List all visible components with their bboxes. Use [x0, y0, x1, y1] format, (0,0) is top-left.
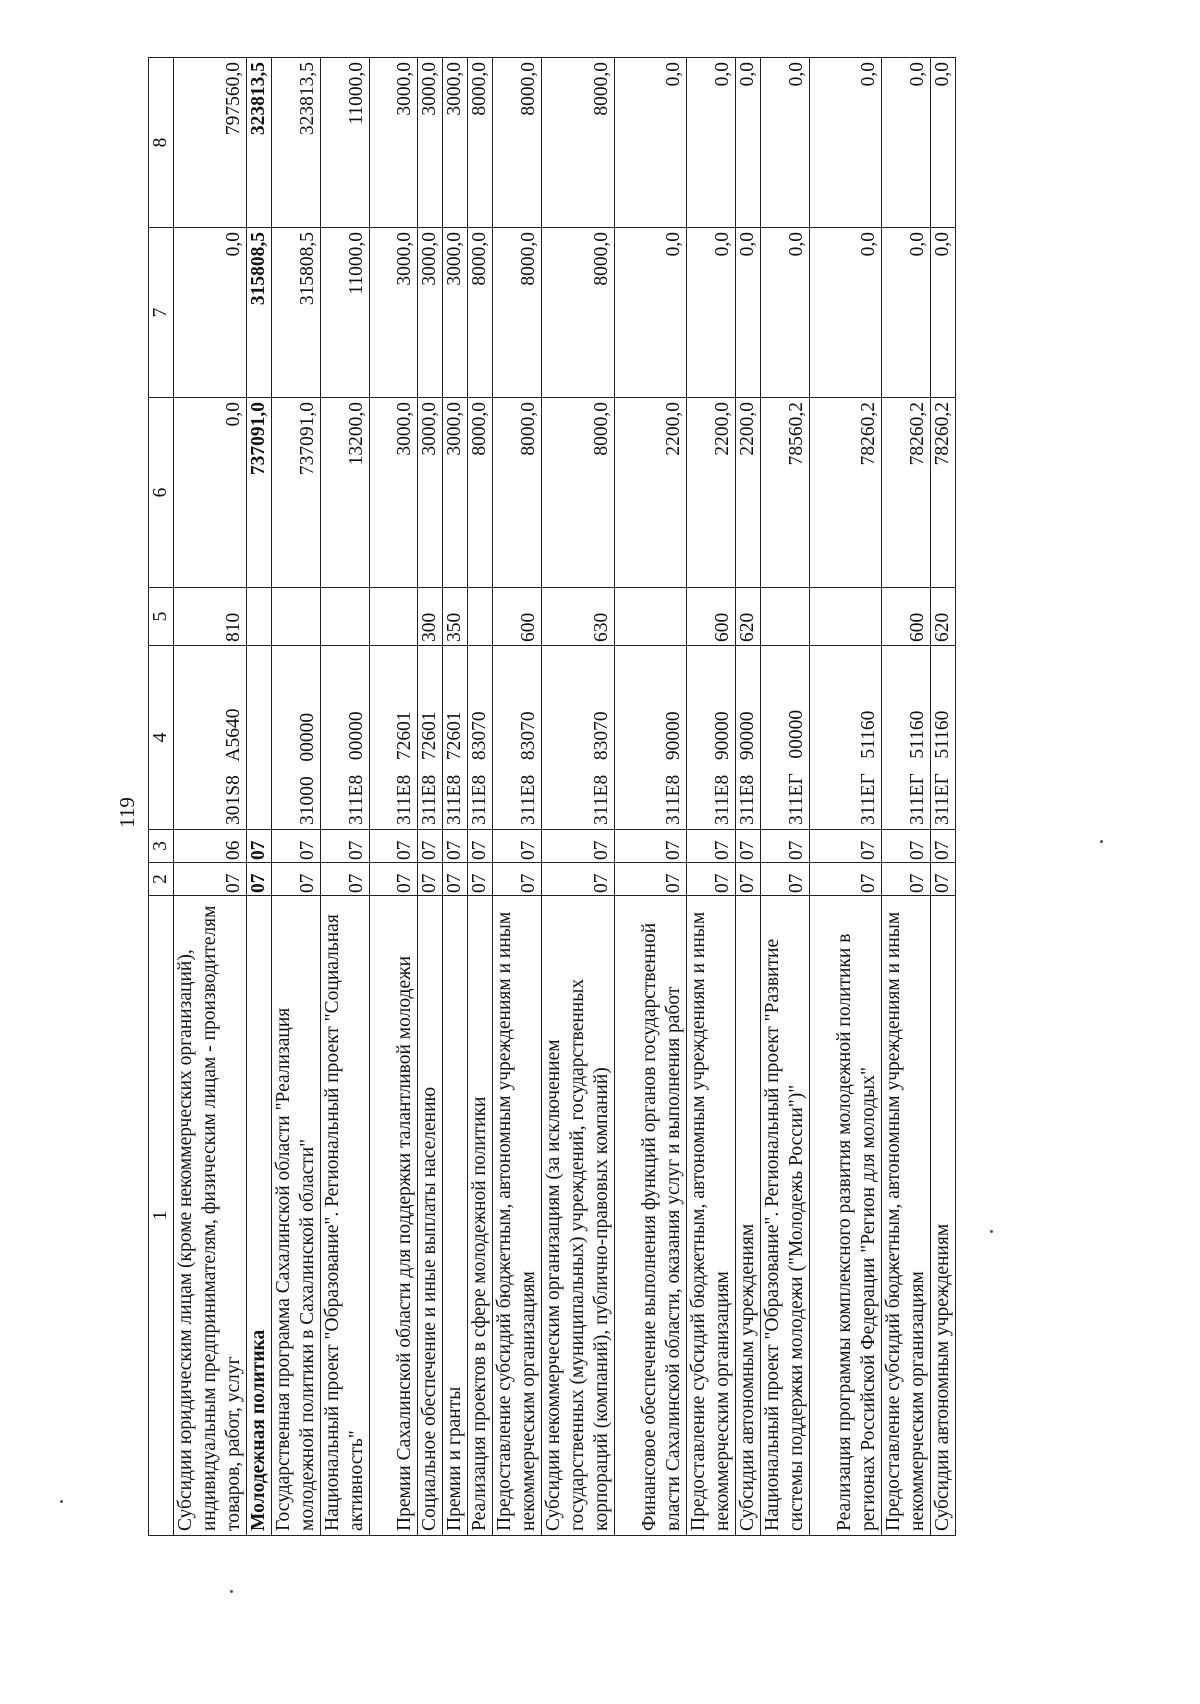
amount-col7-cell: 0,0 [810, 228, 882, 398]
amount-col8-cell: 797560,0 [174, 58, 247, 228]
row-name-cell: Субсидии автономным учреждениям [736, 896, 761, 1536]
amount-col6-cell: 2200,0 [736, 398, 761, 588]
subsection-code-cell: 07 [542, 830, 615, 863]
col-header-7: 7 [149, 228, 174, 398]
target-item-cell: 311E8 00000 [321, 646, 370, 830]
subsection-code-cell: 07 [468, 830, 493, 863]
target-item-cell: 311E8 72601 [443, 646, 468, 830]
amount-col8-cell: 0,0 [615, 58, 687, 228]
amount-col7-cell: 8000,0 [542, 228, 615, 398]
table-row [370, 58, 418, 1536]
amount-col6-cell: 78260,2 [882, 398, 931, 588]
target-item-cell: 311E8 83070 [493, 646, 542, 830]
target-item-cell: 311E8 72601 [370, 646, 418, 830]
subsection-code-cell: 07 [931, 830, 956, 863]
subsection-code-cell: 07 [687, 830, 736, 863]
table-row [761, 58, 810, 1536]
amount-col8-cell: 0,0 [810, 58, 882, 228]
amount-col8-cell: 0,0 [882, 58, 931, 228]
target-item-cell: 311ЕГ 51160 [931, 646, 956, 830]
expense-type-cell: 620 [736, 588, 761, 646]
table-row [443, 58, 468, 1536]
amount-col7-cell: 11000,0 [321, 228, 370, 398]
col-header-8: 8 [149, 58, 174, 228]
table-row [493, 58, 542, 1536]
expense-type-cell [272, 588, 321, 646]
amount-col6-cell: 8000,0 [468, 398, 493, 588]
amount-col6-cell: 78560,2 [761, 398, 810, 588]
amount-col6-cell: 3000,0 [443, 398, 468, 588]
section-code-cell: 07 [810, 863, 882, 896]
expense-type-cell [370, 588, 418, 646]
amount-col8-cell: 8000,0 [493, 58, 542, 228]
expense-type-cell [247, 588, 272, 646]
expense-type-cell [615, 588, 687, 646]
scan-speck [60, 1500, 63, 1503]
section-code-cell: 07 [418, 863, 443, 896]
amount-col8-cell: 3000,0 [370, 58, 418, 228]
target-item-cell: 311ЕГ 51160 [810, 646, 882, 830]
amount-col8-cell: 0,0 [687, 58, 736, 228]
amount-col8-cell: 323813,5 [272, 58, 321, 228]
row-name-cell: Социальное обеспечение и иные выплаты населению [418, 896, 443, 1536]
subsection-code-cell: 07 [736, 830, 761, 863]
target-item-cell: 311E8 83070 [468, 646, 493, 830]
subsection-code-cell: 07 [882, 830, 931, 863]
section-code-cell: 07 [174, 863, 247, 896]
section-code-cell: 07 [443, 863, 468, 896]
amount-col8-cell: 0,0 [761, 58, 810, 228]
row-name-cell: Субсидии некоммерческим организациям (за исключением государственных (муниципальных) учреждений, государственных корпораций (компаний), публично-правовых компаний) [542, 896, 615, 1536]
expense-type-cell [468, 588, 493, 646]
row-name-cell: Премии Сахалинской области для поддержки талантливой молодежи [370, 896, 418, 1536]
row-name-cell: Реализация программы комплексного развития молодежной политики в регионах Российской Федерации "Регион для молодых" [810, 896, 882, 1536]
amount-col7-cell: 0,0 [174, 228, 247, 398]
subsection-code-cell: 07 [810, 830, 882, 863]
section-code-cell: 07 [615, 863, 687, 896]
amount-col7-cell: 3000,0 [418, 228, 443, 398]
subsection-code-cell: 07 [615, 830, 687, 863]
amount-col7-cell: 8000,0 [468, 228, 493, 398]
amount-col8-cell: 8000,0 [468, 58, 493, 228]
subsection-code-cell: 07 [272, 830, 321, 863]
section-code-cell: 07 [468, 863, 493, 896]
row-name-cell: Национальный проект "Образование". Региональный проект "Развитие системы поддержки молодежи ("Молодежь России")" [761, 896, 810, 1536]
row-name-cell: Государственная программа Сахалинской области "Реализация молодежной политики в Сахалинской области" [272, 896, 321, 1536]
table-row [931, 58, 956, 1536]
budget-table [148, 57, 956, 1536]
amount-col7-cell: 315808,5 [247, 228, 272, 398]
expense-type-cell: 350 [443, 588, 468, 646]
target-item-cell: 301S8 A5640 [174, 646, 247, 830]
amount-col6-cell: 2200,0 [615, 398, 687, 588]
section-code-cell: 07 [931, 863, 956, 896]
amount-col8-cell: 323813,5 [247, 58, 272, 228]
expense-type-cell: 600 [882, 588, 931, 646]
col-header-2: 2 [149, 863, 174, 896]
target-item-cell: 311ЕГ 51160 [882, 646, 931, 830]
table-header-row [149, 58, 174, 1536]
scan-speck [230, 1590, 233, 1593]
amount-col6-cell: 13200,0 [321, 398, 370, 588]
amount-col6-cell: 737091,0 [247, 398, 272, 588]
table-row [468, 58, 493, 1536]
expense-type-cell: 300 [418, 588, 443, 646]
subsection-code-cell: 07 [493, 830, 542, 863]
table-row [736, 58, 761, 1536]
page-number: 119 [114, 797, 139, 828]
table-body [174, 58, 956, 1536]
subsection-code-cell: 07 [761, 830, 810, 863]
amount-col6-cell: 737091,0 [272, 398, 321, 588]
col-header-5: 5 [149, 588, 174, 646]
amount-col8-cell: 3000,0 [418, 58, 443, 228]
amount-col8-cell: 11000,0 [321, 58, 370, 228]
amount-col6-cell: 0,0 [174, 398, 247, 588]
table-row [418, 58, 443, 1536]
amount-col6-cell: 3000,0 [370, 398, 418, 588]
subsection-code-cell: 07 [418, 830, 443, 863]
amount-col7-cell: 0,0 [761, 228, 810, 398]
section-code-cell: 07 [542, 863, 615, 896]
target-item-cell: 311E8 72601 [418, 646, 443, 830]
row-name-cell: Субсидии автономным учреждениям [931, 896, 956, 1536]
expense-type-cell [810, 588, 882, 646]
table-row [615, 58, 687, 1536]
amount-col6-cell: 3000,0 [418, 398, 443, 588]
row-name-cell: Реализация проектов в сфере молодежной политики [468, 896, 493, 1536]
expense-type-cell: 810 [174, 588, 247, 646]
section-code-cell: 07 [493, 863, 542, 896]
section-code-cell: 07 [247, 863, 272, 896]
target-item-cell: 311E8 83070 [542, 646, 615, 830]
subsection-code-cell: 07 [321, 830, 370, 863]
col-header-6: 6 [149, 398, 174, 588]
row-name-cell: Молодежная политика [247, 896, 272, 1536]
col-header-4: 4 [149, 646, 174, 830]
amount-col6-cell: 78260,2 [810, 398, 882, 588]
section-code-cell: 07 [370, 863, 418, 896]
section-code-cell: 07 [761, 863, 810, 896]
section-code-cell: 07 [272, 863, 321, 896]
section-code-cell: 07 [321, 863, 370, 896]
table-row [174, 58, 247, 1536]
rotated-table-container [148, 58, 1200, 1536]
target-item-cell: 311E8 90000 [615, 646, 687, 830]
amount-col7-cell: 8000,0 [493, 228, 542, 398]
row-name-cell: Премии и гранты [443, 896, 468, 1536]
amount-col7-cell: 0,0 [882, 228, 931, 398]
section-code-cell: 07 [736, 863, 761, 896]
table-row [321, 58, 370, 1536]
amount-col7-cell: 315808,5 [272, 228, 321, 398]
target-item-cell: 311ЕГ 00000 [761, 646, 810, 830]
table-row [687, 58, 736, 1536]
row-name-cell: Предоставление субсидий бюджетным, автономным учреждениям и иным некоммерческим организациям [687, 896, 736, 1536]
target-item-cell: 31000 00000 [272, 646, 321, 830]
row-name-cell: Предоставление субсидий бюджетным, автономным учреждениям и иным некоммерческим организациям [882, 896, 931, 1536]
target-item-cell: 311E8 90000 [736, 646, 761, 830]
section-code-cell: 07 [687, 863, 736, 896]
amount-col7-cell: 0,0 [615, 228, 687, 398]
row-name-cell: Финансовое обеспечение выполнения функций органов государственной власти Сахалинской области, оказания услуг и выполнения работ [615, 896, 687, 1536]
table-row [272, 58, 321, 1536]
subsection-code-cell: 07 [370, 830, 418, 863]
table-row [542, 58, 615, 1536]
amount-col8-cell: 0,0 [931, 58, 956, 228]
amount-col7-cell: 3000,0 [443, 228, 468, 398]
amount-col8-cell: 3000,0 [443, 58, 468, 228]
target-item-cell: 311E8 90000 [687, 646, 736, 830]
expense-type-cell [321, 588, 370, 646]
expense-type-cell: 630 [542, 588, 615, 646]
amount-col6-cell: 8000,0 [493, 398, 542, 588]
amount-col6-cell: 78260,2 [931, 398, 956, 588]
subsection-code-cell: 06 [174, 830, 247, 863]
amount-col8-cell: 0,0 [736, 58, 761, 228]
amount-col7-cell: 0,0 [931, 228, 956, 398]
table-row [810, 58, 882, 1536]
section-code-cell: 07 [882, 863, 931, 896]
amount-col8-cell: 8000,0 [542, 58, 615, 228]
table-row [247, 58, 272, 1536]
row-name-cell: Субсидии юридическим лицам (кроме некоммерческих организаций), индивидуальным предпринимателям, физическим лицам - производителям товаров, работ, услуг [174, 896, 247, 1536]
expense-type-cell: 600 [493, 588, 542, 646]
target-item-cell [247, 646, 272, 830]
table-row [882, 58, 931, 1536]
row-name-cell: Национальный проект "Образование". Региональный проект "Социальная активность" [321, 896, 370, 1536]
expense-type-cell: 620 [931, 588, 956, 646]
subsection-code-cell: 07 [247, 830, 272, 863]
row-name-cell: Предоставление субсидий бюджетным, автономным учреждениям и иным некоммерческим организациям [493, 896, 542, 1536]
col-header-1: 1 [149, 896, 174, 1536]
amount-col7-cell: 0,0 [687, 228, 736, 398]
amount-col6-cell: 2200,0 [687, 398, 736, 588]
subsection-code-cell: 07 [443, 830, 468, 863]
expense-type-cell: 600 [687, 588, 736, 646]
amount-col7-cell: 0,0 [736, 228, 761, 398]
col-header-3: 3 [149, 830, 174, 863]
amount-col7-cell: 3000,0 [370, 228, 418, 398]
expense-type-cell [761, 588, 810, 646]
amount-col6-cell: 8000,0 [542, 398, 615, 588]
